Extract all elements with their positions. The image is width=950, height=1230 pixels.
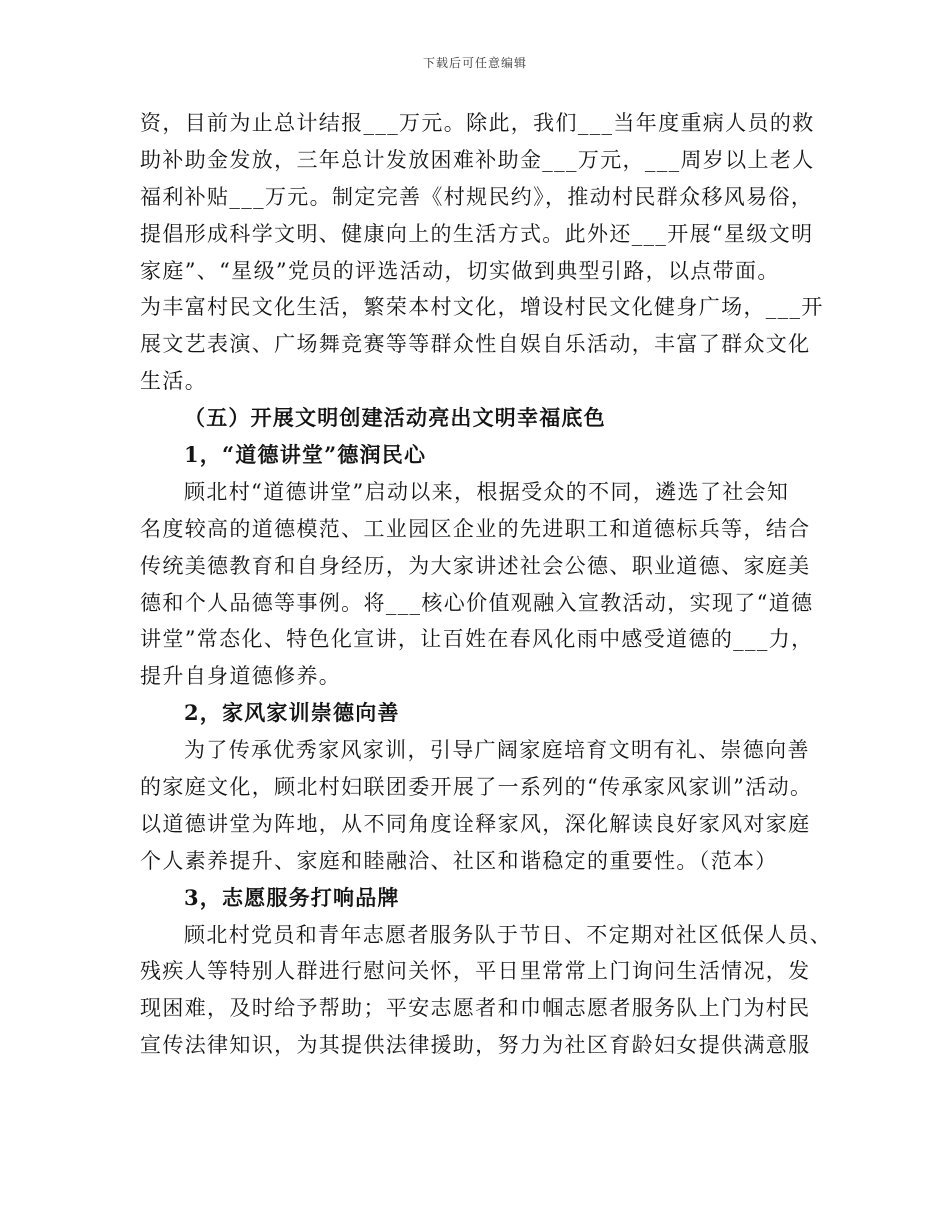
body-line: 顾北村党员和青年志愿者服务队于节日、不定期对社区低保人员、 — [184, 922, 833, 947]
body-line: 个人素养提升、家庭和睦融洽、社区和谐稳定的重要性。（范本） — [140, 848, 778, 873]
subsection-heading: 2，家风家训崇德向善 — [184, 700, 400, 726]
body-line: 福利补贴___万元。制定完善《村规民约》，推动村民群众移风易俗， — [140, 184, 814, 209]
body-line: 名度较高的道德模范、工业园区企业的先进职工和道德标兵等，结合 — [140, 516, 811, 541]
body-line: 讲堂”常态化、特色化宣讲，让百姓在春风化雨中感受道德的___力， — [140, 627, 814, 652]
document-body — [140, 105, 833, 1064]
body-line: 宣传法律知识，为其提供法律援助，努力为社区育龄妇女提供满意服 — [140, 1033, 811, 1058]
body-line: 德和个人品德等事例。将___核心价值观融入宣教活动，实现了“道德 — [140, 590, 814, 615]
page-header: 下载后可任意编辑 — [422, 56, 527, 70]
body-line: 助补助金发放，三年总计发放困难补助金___万元，___周岁以上老人 — [140, 147, 815, 172]
body-line: 残疾人等特别人群进行慰问关怀，平日里常常上门询问生活情况，发 — [140, 959, 811, 984]
subsection-heading: 3，志愿服务打响品牌 — [184, 884, 400, 910]
body-line: 生活。 — [140, 369, 208, 394]
body-line: 顾北村“道德讲堂”启动以来，根据受众的不同，遴选了社会知 — [184, 479, 790, 504]
body-line: 为丰富村民文化生活，繁荣本村文化，增设村民文化健身广场，___开 — [140, 295, 824, 320]
body-line: 为了传承优秀家风家训，引导广阔家庭培育文明有礼、崇德向善 — [184, 738, 810, 763]
body-line: 家庭”、“星级”党员的评选活动，切实做到典型引路，以点带面。 — [140, 258, 780, 283]
body-line: 传统美德教育和自身经历，为大家讲述社会公德、职业道德、家庭美 — [140, 553, 811, 578]
subsection-heading: 1，“道德讲堂”德润民心 — [184, 442, 427, 468]
body-line: 的家庭文化，顾北村妇联团委开展了一系列的“传承家风家训”活动。 — [140, 775, 813, 800]
body-line: 以道德讲堂为阵地，从不同角度诠释家风，深化解读良好家风对家庭 — [140, 811, 811, 836]
body-line: 提倡形成科学文明、健康向上的生活方式。此外还___开展“星级文明 — [140, 221, 814, 246]
body-line: 现困难，及时给予帮助；平安志愿者和巾帼志愿者服务队上门为村民 — [140, 996, 811, 1021]
body-line: 资，目前为止总计结报___万元。除此，我们___当年度重病人员的救 — [140, 111, 815, 135]
body-line: 展文艺表演、广场舞竞赛等等群众性自娱自乐活动，丰富了群众文化 — [140, 332, 811, 357]
body-line: 提升自身道德修养。 — [140, 664, 342, 689]
section-heading: （五）开展文明创建活动亮出文明幸福底色 — [184, 405, 606, 431]
